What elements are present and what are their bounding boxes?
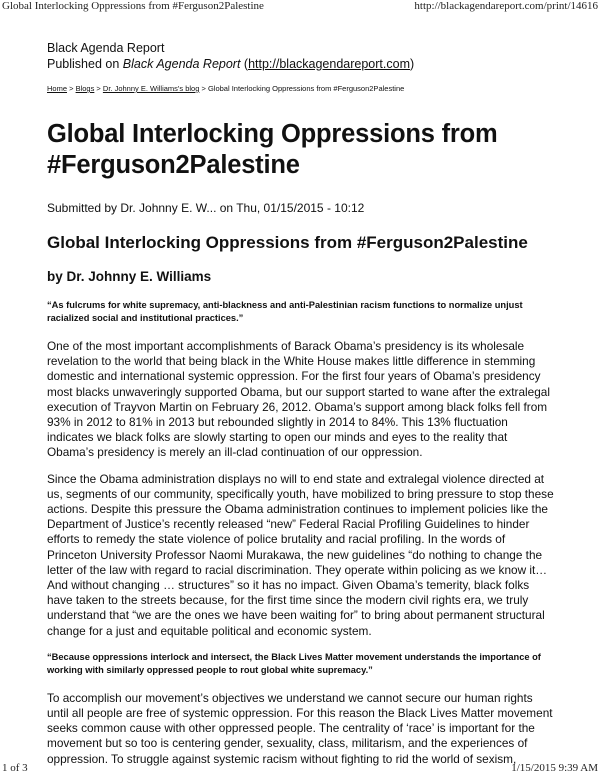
article-byline: by Dr. Johnny E. Williams: [47, 269, 212, 284]
site-url-link[interactable]: http://blackagendareport.com: [248, 57, 410, 71]
article-subtitle: Global Interlocking Oppressions from #Ferguson2Palestine: [47, 233, 528, 252]
pull-quote: “As fulcrums for white supremacy, anti-blackness and anti-Palestinian racism functions to normalize unjust racialized social and institutional practices.”: [47, 300, 523, 323]
page-title: Global Interlocking Oppressions from #Ferguson2Palestine: [47, 120, 498, 179]
submitted-line: Submitted by Dr. Johnny E. W... on Thu, 01/15/2015 - 10:12: [47, 201, 365, 215]
article-paragraph: Since the Obama administration displays no will to end state and extralegal violence directed at us, segments of our community, specifically youth, have mobilized to bring pressure to stop these actions. Despite this pressure the Obama administration continues to implement policies like the Department of Justice’s recently released “new” Federal Racial Profiling Guidelines to hinder efforts to remedy the state violence of police brutality and racial profiling. In the words of Princeton University Professor Naomi Murakawa, the new guidelines “do nothing to change the letter of the law with regard to racial discrimination. They operate within policing as we know it… And without changing … structures” so it has no impact. Given Obama’s temerity, black folks have taken to the streets because, for the first time since the modern civil rights era, we truly understand that “we are the ones we have been waiting for” to bring about permanent structural change for a just and equitable political and economic system.: [47, 471, 554, 638]
article-paragraph: To accomplish our movement’s objectives we understand we cannot secure our human rights until all people are free of systemic oppression. For this reason the Black Lives Matter movement seeks common cause with other oppressed people. The centrality of ‘race’ is important for the movement but so too is centering gender, sexuality, class, militarism, and the experiences of oppression. To struggle against systemic racism without fighting to rid the world of sexism,: [47, 690, 553, 766]
published-site: Black Agenda Report: [122, 57, 241, 71]
url-open: (: [240, 57, 249, 71]
url-close: ): [409, 57, 415, 71]
published-prefix: Published on: [47, 57, 123, 71]
breadcrumb-author-blog-link[interactable]: Dr. Johnny E. Williams's blog: [102, 84, 200, 93]
article-paragraph: One of the most important accomplishments of Barack Obama’s presidency is its wholesale revelation to the world that being black in the White House makes little difference in stemming domestic and international systemic oppression. For the first four years of Obama’s presidency most blacks unwaveringly supported Obama, but our support started to wane after the extralegal execution of Trayvon Martin on February 26, 2012. Obama’s support among black folks fell from 93% in 2012 to 81% in 2013 but rebounded slightly in 2014 to 84%. This 13% fluctuation indicates we black folks are slowly starting to open our minds and eyes to the reality that Obama’s presidency is merely an ill-clad continuation of our oppression.: [47, 339, 550, 460]
article-page: [47, 40, 557, 767]
print-header-url: http://blackagendareport.com/print/14616: [414, 0, 598, 12]
pull-quote: “Because oppressions interlock and intersect, the Black Lives Matter movement understands the importance of working with similarly oppressed people to rout global white supremacy.”: [47, 651, 541, 675]
breadcrumb-current: Global Interlocking Oppressions from #Ferguson2Palestine: [207, 84, 405, 93]
breadcrumb-separator: >: [94, 84, 103, 93]
breadcrumb-blogs-link[interactable]: Blogs: [75, 84, 95, 93]
breadcrumb-separator: >: [67, 84, 76, 93]
print-header-title: Global Interlocking Oppressions from #Ferguson2Palestine: [2, 0, 264, 12]
breadcrumb-home-link[interactable]: Home: [47, 84, 68, 93]
print-timestamp: 1/15/2015 9:39 AM: [511, 762, 598, 774]
site-name: Black Agenda Report: [47, 41, 165, 55]
breadcrumb: [47, 84, 557, 94]
breadcrumb-separator: >: [199, 84, 208, 93]
print-page-count: 1 of 3: [2, 762, 28, 774]
published-on-line: [47, 56, 557, 72]
